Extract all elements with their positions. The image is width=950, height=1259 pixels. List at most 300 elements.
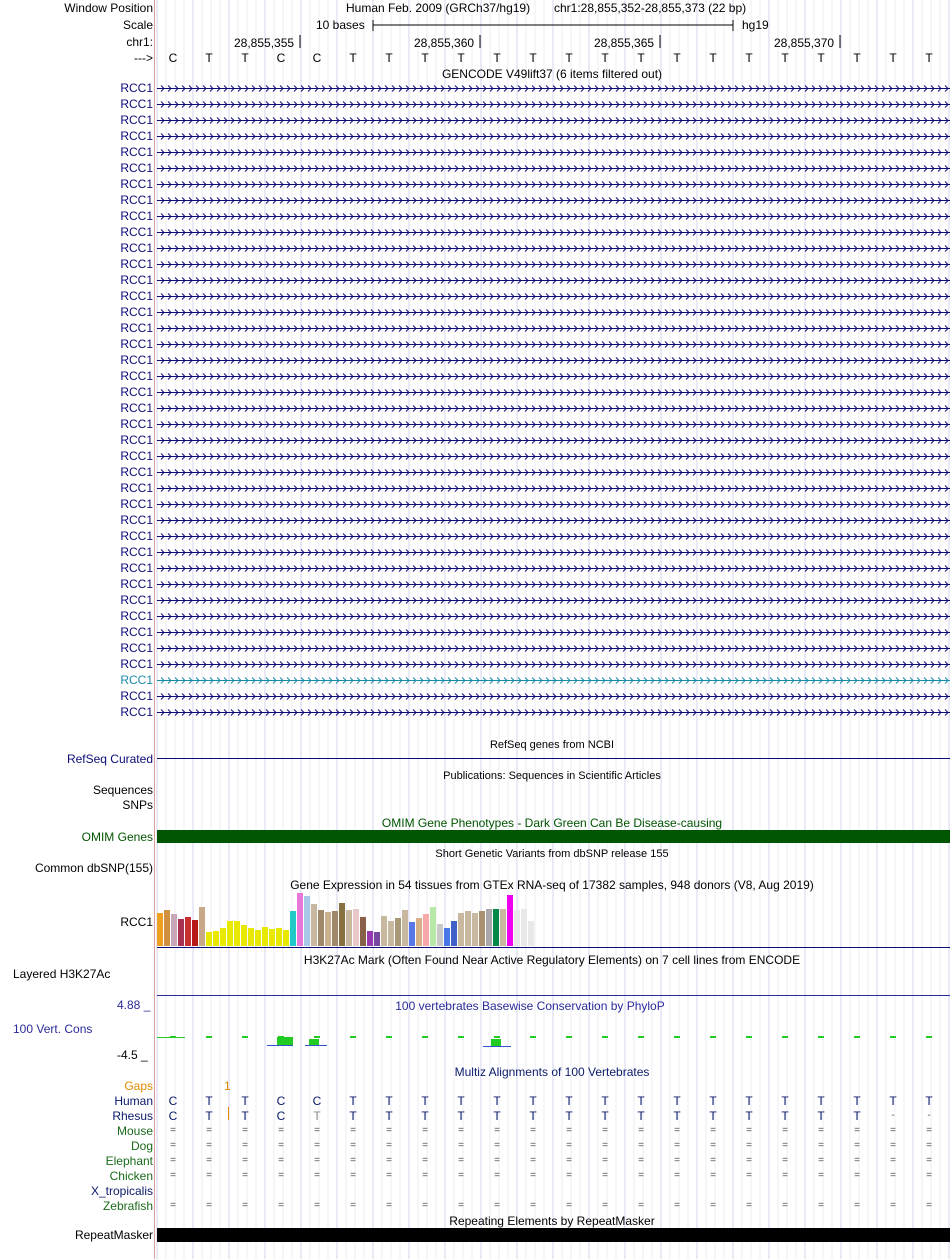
alignment-base: T xyxy=(637,1109,645,1123)
gtex-tissue-bar[interactable] xyxy=(269,929,275,946)
gencode-transcript[interactable] xyxy=(157,420,950,429)
alignment-base: = xyxy=(350,1155,356,1166)
alignment-base: = xyxy=(314,1200,320,1211)
alignment-base: T xyxy=(421,1094,429,1108)
multiz-species-label[interactable]: Mouse xyxy=(116,1124,153,1138)
gencode-gene-label[interactable]: RCC1 xyxy=(120,401,153,415)
gtex-tissue-bar[interactable] xyxy=(388,921,394,946)
gencode-transcript[interactable] xyxy=(157,388,950,397)
alignment-base: T xyxy=(241,1109,249,1123)
alignment-base: T xyxy=(349,1109,357,1123)
gencode-gene-label[interactable]: RCC1 xyxy=(120,241,153,255)
alignment-base: = xyxy=(854,1200,860,1211)
gencode-transcript[interactable] xyxy=(157,484,950,493)
gencode-transcript[interactable] xyxy=(157,372,950,381)
gtex-tissue-bar[interactable] xyxy=(192,920,198,946)
gtex-tissue-bar[interactable] xyxy=(206,932,212,946)
gtex-expression-chart[interactable] xyxy=(157,892,950,948)
gencode-gene-label[interactable]: RCC1 xyxy=(120,705,153,719)
scale-db-text: hg19 xyxy=(742,18,769,32)
gtex-tissue-bar[interactable] xyxy=(367,931,373,946)
omim-track-title[interactable]: OMIM Gene Phenotypes - Dark Green Can Be Disease-causing xyxy=(381,816,723,830)
gtex-tissue-bar[interactable] xyxy=(409,922,415,946)
gencode-transcript[interactable] xyxy=(157,276,950,285)
gtex-tissue-bar[interactable] xyxy=(374,932,380,946)
alignment-base: T xyxy=(673,1109,681,1123)
gencode-transcript[interactable] xyxy=(157,692,950,701)
alignment-base: T xyxy=(205,1109,213,1123)
gtex-tissue-bar[interactable] xyxy=(199,907,205,946)
gtex-tissue-bar[interactable] xyxy=(213,931,219,946)
alignment-base: T xyxy=(601,1094,609,1108)
position-text[interactable]: chr1:28,855,352-28,855,373 (22 bp) xyxy=(554,1,747,15)
gtex-tissue-bar[interactable] xyxy=(346,910,352,946)
gencode-gene-label[interactable]: RCC1 xyxy=(120,497,153,511)
gtex-tissue-bar[interactable] xyxy=(339,903,345,946)
gencode-transcript[interactable] xyxy=(157,100,950,109)
gtex-tissue-bar[interactable] xyxy=(493,909,499,946)
sequence-base: T xyxy=(709,51,717,65)
gencode-gene-label[interactable]: RCC1 xyxy=(120,353,153,367)
alignment-base: = xyxy=(782,1200,788,1211)
alignment-base: = xyxy=(638,1125,644,1136)
gtex-tissue-bar[interactable] xyxy=(353,909,359,946)
conservation-mark xyxy=(458,1036,464,1038)
gencode-gene-label[interactable]: RCC1 xyxy=(120,513,153,527)
gencode-gene-label[interactable]: RCC1 xyxy=(120,577,153,591)
alignment-base: = xyxy=(350,1125,356,1136)
gtex-tissue-bar[interactable] xyxy=(430,907,436,946)
repeatmasker-track-label[interactable]: RepeatMasker xyxy=(74,1228,153,1242)
alignment-base: - xyxy=(891,1110,895,1121)
alignment-base: C xyxy=(276,1109,286,1123)
gencode-transcript[interactable] xyxy=(157,548,950,557)
omim-feature-bar[interactable] xyxy=(157,830,950,843)
gencode-transcript[interactable] xyxy=(157,228,950,237)
conservation-plot[interactable] xyxy=(157,1028,950,1052)
gencode-transcript[interactable] xyxy=(157,180,950,189)
multiz-track-title[interactable]: Multiz Alignments of 100 Vertebrates xyxy=(454,1065,650,1079)
alignment-base: = xyxy=(890,1200,896,1211)
multiz-species-label[interactable]: Zebrafish xyxy=(102,1199,153,1213)
gtex-tissue-bar[interactable] xyxy=(297,893,303,946)
alignment-base: = xyxy=(494,1170,500,1181)
gtex-tissue-bar[interactable] xyxy=(220,928,226,946)
gencode-transcript[interactable] xyxy=(157,308,950,317)
gencode-gene-label[interactable]: RCC1 xyxy=(120,289,153,303)
alignment-base: = xyxy=(494,1155,500,1166)
gtex-tissue-bar[interactable] xyxy=(185,917,191,946)
gtex-track-title[interactable]: Gene Expression in 54 tissues from GTEx RNA-seq of 17382 samples, 948 donors (V8, Aug 2019) xyxy=(290,878,814,892)
alignment-base: T xyxy=(925,1094,933,1108)
gencode-transcript[interactable] xyxy=(157,452,950,461)
gencode-transcript[interactable] xyxy=(157,324,950,333)
refseq-track-label[interactable]: RefSeq Curated xyxy=(66,752,153,766)
chrom-label: chr1: xyxy=(126,35,153,49)
gencode-transcript[interactable] xyxy=(157,84,950,93)
alignment-base: T xyxy=(781,1094,789,1108)
alignment-base: = xyxy=(314,1155,320,1166)
gencode-gene-label[interactable]: RCC1 xyxy=(120,593,153,607)
gencode-gene-label[interactable]: RCC1 xyxy=(120,385,153,399)
alignment-base: T xyxy=(421,1109,429,1123)
gtex-tissue-bar[interactable] xyxy=(157,913,163,946)
alignment-base: C xyxy=(312,1094,322,1108)
alignment-base: = xyxy=(818,1125,824,1136)
gencode-transcript[interactable] xyxy=(157,132,950,141)
alignment-base: T xyxy=(385,1109,393,1123)
refseq-feature-line[interactable] xyxy=(157,758,950,759)
alignment-base: = xyxy=(854,1140,860,1151)
gencode-gene-label[interactable]: RCC1 xyxy=(120,689,153,703)
gencode-gene-label[interactable]: RCC1 xyxy=(120,337,153,351)
gencode-transcript[interactable] xyxy=(157,340,950,349)
gencode-transcript[interactable] xyxy=(157,628,950,637)
gtex-tissue-bar[interactable] xyxy=(528,921,534,946)
gtex-tissue-bar[interactable] xyxy=(402,910,408,946)
gencode-transcript[interactable] xyxy=(157,404,950,413)
gencode-gene-label[interactable]: RCC1 xyxy=(120,273,153,287)
alignment-base: T xyxy=(349,1094,357,1108)
sequence-base: T xyxy=(673,51,681,65)
alignment-base: = xyxy=(494,1200,500,1211)
alignment-base: = xyxy=(926,1170,932,1181)
gtex-tissue-bar[interactable] xyxy=(395,918,401,946)
coord-tick-label: 28,855,355 xyxy=(234,36,295,50)
gencode-transcript[interactable] xyxy=(157,212,950,221)
sequence-base: T xyxy=(529,51,537,65)
multiz-gaps-label[interactable]: Gaps xyxy=(124,1079,153,1093)
alignment-base: = xyxy=(314,1125,320,1136)
conservation-mark xyxy=(890,1036,896,1038)
coord-ticks xyxy=(299,35,844,49)
conservation-mark xyxy=(782,1036,788,1038)
alignment-base: = xyxy=(746,1170,752,1181)
sequence-base: T xyxy=(601,51,609,65)
omim-track-label[interactable]: OMIM Genes xyxy=(81,830,153,844)
gencode-transcript[interactable] xyxy=(157,292,950,301)
alignment-base: = xyxy=(890,1140,896,1151)
gencode-transcript[interactable] xyxy=(157,532,950,541)
gencode-gene-label[interactable]: RCC1 xyxy=(120,529,153,543)
gtex-tissue-bar[interactable] xyxy=(248,928,254,946)
gencode-transcript[interactable] xyxy=(157,676,950,685)
assembly-text: Human Feb. 2009 (GRCh37/hg19) xyxy=(346,1,531,15)
alignment-base: = xyxy=(782,1170,788,1181)
alignment-base: = xyxy=(206,1125,212,1136)
alignment-base: = xyxy=(566,1140,572,1151)
alignment-base: = xyxy=(854,1125,860,1136)
gencode-gene-label[interactable]: RCC1 xyxy=(120,113,153,127)
repeatmasker-track-title[interactable]: Repeating Elements by RepeatMasker xyxy=(449,1214,655,1228)
gtex-tissue-bar[interactable] xyxy=(262,927,268,946)
conservation-mark xyxy=(305,1045,327,1046)
alignment-base: = xyxy=(674,1155,680,1166)
alignment-base: = xyxy=(818,1155,824,1166)
alignment-base: = xyxy=(278,1140,284,1151)
sequence-base: T xyxy=(781,51,789,65)
alignment-base: = xyxy=(602,1140,608,1151)
coord-tick-label: 28,855,370 xyxy=(774,36,835,50)
alignment-base: = xyxy=(710,1125,716,1136)
gencode-transcript[interactable] xyxy=(157,612,950,621)
gencode-gene-label[interactable]: RCC1 xyxy=(120,657,153,671)
gtex-tissue-bar[interactable] xyxy=(178,919,184,946)
conservation-mark xyxy=(674,1036,680,1038)
gencode-gene-label[interactable]: RCC1 xyxy=(120,209,153,223)
gtex-tissue-bar[interactable] xyxy=(514,910,520,946)
alignment-base: = xyxy=(422,1155,428,1166)
gencode-gene-label[interactable]: RCC1 xyxy=(120,129,153,143)
gtex-baseline xyxy=(157,947,950,948)
alignment-base: = xyxy=(926,1200,932,1211)
alignment-base: = xyxy=(458,1155,464,1166)
gencode-transcript[interactable] xyxy=(157,116,950,125)
conservation-max-label: 4.88 _ xyxy=(117,998,151,1012)
gencode-gene-label[interactable]: RCC1 xyxy=(120,81,153,95)
alignment-base: = xyxy=(818,1170,824,1181)
gtex-tissue-bar[interactable] xyxy=(304,896,310,946)
gencode-gene-label[interactable]: RCC1 xyxy=(120,193,153,207)
gencode-gene-label[interactable]: RCC1 xyxy=(120,257,153,271)
alignment-base: = xyxy=(494,1140,500,1151)
conservation-mark xyxy=(157,1037,185,1038)
gencode-transcript[interactable] xyxy=(157,564,950,573)
gencode-gene-label[interactable]: RCC1 xyxy=(120,609,153,623)
gencode-transcript[interactable] xyxy=(157,468,950,477)
gencode-transcript[interactable] xyxy=(157,644,950,653)
gtex-tissue-bar[interactable] xyxy=(486,909,492,946)
alignment-base: T xyxy=(457,1109,465,1123)
scale-bar xyxy=(372,18,734,32)
alignment-base: = xyxy=(890,1170,896,1181)
alignment-base: T xyxy=(889,1094,897,1108)
gencode-transcript[interactable] xyxy=(157,500,950,509)
alignment-base: = xyxy=(458,1125,464,1136)
alignment-base: = xyxy=(170,1170,176,1181)
alignment-base: = xyxy=(854,1170,860,1181)
alignment-base: = xyxy=(386,1140,392,1151)
dbsnp-track-label[interactable]: Common dbSNP(155) xyxy=(34,861,153,875)
gtex-tissue-bar[interactable] xyxy=(416,918,422,946)
gtex-tissue-bar[interactable] xyxy=(521,909,527,946)
alignment-base: = xyxy=(206,1155,212,1166)
gtex-tissue-bar[interactable] xyxy=(360,917,366,946)
conservation-mark xyxy=(206,1036,212,1038)
dbsnp-track-title[interactable]: Short Genetic Variants from dbSNP release 155 xyxy=(435,848,669,860)
sequence-base: T xyxy=(493,51,501,65)
alignment-base: - xyxy=(927,1110,931,1121)
gtex-tissue-bar[interactable] xyxy=(255,930,261,946)
gtex-tissue-bar[interactable] xyxy=(164,910,170,946)
gtex-tissue-bar[interactable] xyxy=(437,924,443,946)
gencode-gene-label[interactable]: RCC1 xyxy=(120,465,153,479)
gencode-gene-label[interactable]: RCC1 xyxy=(120,481,153,495)
gencode-transcript[interactable] xyxy=(157,356,950,365)
window-position-label: Window Position xyxy=(64,1,153,15)
gtex-tissue-bar[interactable] xyxy=(318,910,324,946)
gencode-gene-label[interactable]: RCC1 xyxy=(120,417,153,431)
gencode-transcript[interactable] xyxy=(157,260,950,269)
gencode-transcript[interactable] xyxy=(157,436,950,445)
multiz-species-label[interactable]: Chicken xyxy=(109,1169,153,1183)
gtex-tissue-bar[interactable] xyxy=(290,911,296,946)
conservation-mark xyxy=(566,1036,572,1038)
multiz-species-label[interactable]: Elephant xyxy=(105,1154,153,1168)
gtex-tissue-bar[interactable] xyxy=(451,921,457,946)
alignment-base: = xyxy=(926,1125,932,1136)
multiz-species-label[interactable]: X_tropicalis xyxy=(90,1184,153,1198)
gtex-tissue-bar[interactable] xyxy=(311,904,317,946)
gencode-transcript[interactable] xyxy=(157,708,950,717)
alignment-base: = xyxy=(638,1140,644,1151)
gencode-gene-label[interactable]: RCC1 xyxy=(120,305,153,319)
coord-tick-label: 28,855,360 xyxy=(414,36,475,50)
conservation-mark xyxy=(494,1036,500,1038)
multiz-gap-marker: 1 xyxy=(224,1079,231,1093)
gencode-transcript[interactable] xyxy=(157,580,950,589)
gencode-gene-label[interactable]: RCC1 xyxy=(120,145,153,159)
publications-track-title[interactable]: Publications: Sequences in Scientific Articles xyxy=(443,770,661,782)
gencode-transcript[interactable] xyxy=(157,516,950,525)
alignment-base: = xyxy=(566,1155,572,1166)
multiz-species-label[interactable]: Human xyxy=(114,1094,153,1108)
gencode-gene-label[interactable]: RCC1 xyxy=(120,545,153,559)
alignment-base: = xyxy=(170,1200,176,1211)
alignment-base: = xyxy=(782,1155,788,1166)
conservation-mark xyxy=(267,1045,293,1046)
gtex-tissue-bar[interactable] xyxy=(283,930,289,946)
conservation-min-label: -4.5 _ xyxy=(117,1048,148,1062)
gtex-tissue-bar[interactable] xyxy=(241,925,247,946)
gtex-tissue-bar[interactable] xyxy=(500,909,506,946)
gencode-transcript[interactable] xyxy=(157,164,950,173)
gencode-gene-label[interactable]: RCC1 xyxy=(120,449,153,463)
alignment-base: = xyxy=(566,1170,572,1181)
publications-track-label[interactable]: Sequences xyxy=(92,783,153,797)
sequence-base: T xyxy=(241,51,249,65)
coord-tick-label: 28,855,365 xyxy=(594,36,655,50)
multiz-gap-line xyxy=(228,1107,229,1120)
publications-track-label-2[interactable]: SNPs xyxy=(122,798,153,812)
alignment-base: = xyxy=(278,1200,284,1211)
alignment-base: = xyxy=(818,1200,824,1211)
gtex-tissue-bar[interactable] xyxy=(472,913,478,946)
gencode-gene-label[interactable]: RCC1 xyxy=(120,177,153,191)
alignment-base: T xyxy=(745,1109,753,1123)
sequence-base: C xyxy=(312,51,322,65)
alignment-base: = xyxy=(278,1155,284,1166)
gtex-tissue-bar[interactable] xyxy=(479,911,485,946)
gtex-track-label[interactable]: RCC1 xyxy=(120,915,153,929)
gencode-gene-label[interactable]: RCC1 xyxy=(120,161,153,175)
gtex-tissue-bar[interactable] xyxy=(465,911,471,946)
conservation-top-line xyxy=(157,995,950,996)
gencode-gene-label[interactable]: RCC1 xyxy=(120,433,153,447)
alignment-base: = xyxy=(566,1125,572,1136)
gencode-gene-label[interactable]: RCC1 xyxy=(120,225,153,239)
alignment-base: T xyxy=(673,1094,681,1108)
gencode-gene-label[interactable]: RCC1 xyxy=(120,97,153,111)
gencode-gene-label[interactable]: RCC1 xyxy=(120,625,153,639)
sequence-base: T xyxy=(205,51,213,65)
alignment-base: T xyxy=(709,1109,717,1123)
alignment-base: T xyxy=(205,1094,213,1108)
gencode-transcript[interactable] xyxy=(157,596,950,605)
alignment-base: = xyxy=(350,1140,356,1151)
alignment-base: = xyxy=(710,1170,716,1181)
conservation-mark xyxy=(710,1036,716,1038)
alignment-base: = xyxy=(350,1170,356,1181)
gtex-tissue-bar[interactable] xyxy=(381,916,387,946)
gtex-tissue-bar[interactable] xyxy=(171,914,177,946)
h3k27ac-track-title[interactable]: H3K27Ac Mark (Often Found Near Active Regulatory Elements) on 7 cell lines from ENCODE xyxy=(303,953,801,967)
gtex-tissue-bar[interactable] xyxy=(325,912,331,946)
gtex-tissue-bar[interactable] xyxy=(276,928,282,946)
alignment-base: = xyxy=(386,1155,392,1166)
alignment-base: = xyxy=(926,1140,932,1151)
gencode-gene-label[interactable]: RCC1 xyxy=(120,321,153,335)
gtex-tissue-bar[interactable] xyxy=(423,914,429,946)
alignment-base: = xyxy=(386,1125,392,1136)
alignment-base: = xyxy=(422,1170,428,1181)
alignment-base: = xyxy=(746,1155,752,1166)
alignment-base: C xyxy=(276,1094,286,1108)
alignment-base: = xyxy=(746,1140,752,1151)
gtex-tissue-bar[interactable] xyxy=(234,921,240,946)
h3k27ac-track-label[interactable]: Layered H3K27Ac xyxy=(13,967,111,981)
conservation-track-label[interactable]: 100 Vert. Cons xyxy=(13,1022,93,1036)
scale-label: Scale xyxy=(122,18,153,32)
gencode-transcript[interactable] xyxy=(157,196,950,205)
gtex-tissue-bar[interactable] xyxy=(458,913,464,946)
alignment-base: = xyxy=(206,1170,212,1181)
gencode-transcript[interactable] xyxy=(157,148,950,157)
gencode-track-title[interactable]: GENCODE V49lift37 (6 items filtered out) xyxy=(441,67,663,81)
gtex-tissue-bar[interactable] xyxy=(332,911,338,946)
multiz-species-label[interactable]: Rhesus xyxy=(112,1109,153,1123)
gencode-gene-label[interactable]: RCC1 xyxy=(120,673,153,687)
sequence-base: T xyxy=(565,51,573,65)
multiz-species-label[interactable]: Dog xyxy=(130,1139,153,1153)
alignment-base: = xyxy=(386,1200,392,1211)
alignment-base: = xyxy=(782,1125,788,1136)
gtex-tissue-bar[interactable] xyxy=(227,921,233,946)
alignment-base: = xyxy=(530,1170,536,1181)
alignment-base: T xyxy=(493,1094,501,1108)
sequence-base: T xyxy=(349,51,357,65)
conservation-mark xyxy=(483,1046,511,1047)
gtex-tissue-bar[interactable] xyxy=(444,928,450,946)
repeatmasker-feature-bar[interactable] xyxy=(157,1228,950,1242)
alignment-base: = xyxy=(530,1155,536,1166)
alignment-base: = xyxy=(638,1155,644,1166)
refseq-track-title[interactable]: RefSeq genes from NCBI xyxy=(489,739,615,751)
gtex-tissue-bar[interactable] xyxy=(507,895,513,946)
gencode-gene-label[interactable]: RCC1 xyxy=(120,561,153,575)
alignment-base: = xyxy=(674,1140,680,1151)
gencode-gene-label[interactable]: RCC1 xyxy=(120,641,153,655)
gencode-transcript[interactable] xyxy=(157,244,950,253)
conservation-track-title[interactable]: 100 vertebrates Basewise Conservation by PhyloP xyxy=(395,999,665,1013)
gencode-transcript[interactable] xyxy=(157,660,950,669)
gencode-gene-label[interactable]: RCC1 xyxy=(120,369,153,383)
alignment-base: = xyxy=(746,1200,752,1211)
alignment-base: = xyxy=(422,1125,428,1136)
alignment-base: = xyxy=(314,1140,320,1151)
alignment-base: = xyxy=(710,1140,716,1151)
conservation-mark xyxy=(854,1036,860,1038)
